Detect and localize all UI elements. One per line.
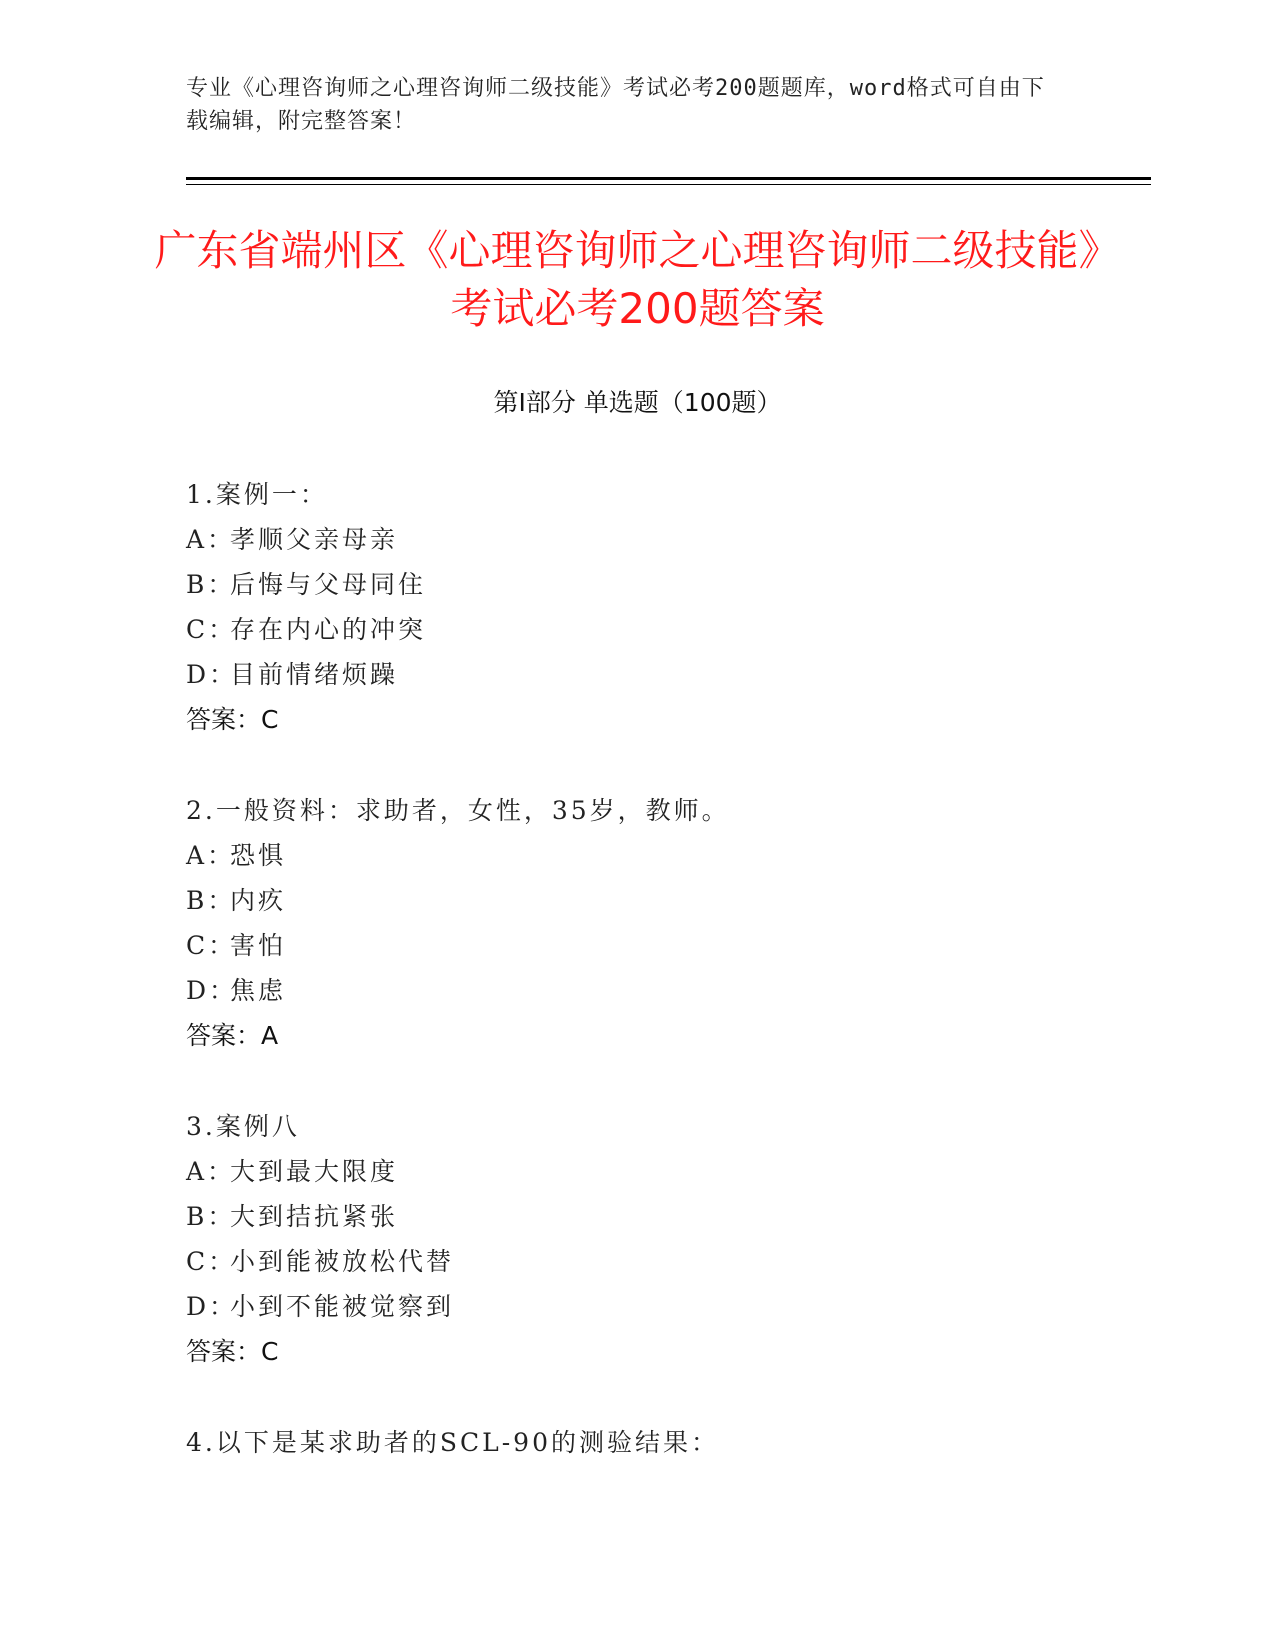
option-letter: C： <box>186 1247 237 1276</box>
option-c <box>186 923 1136 968</box>
option-letter: B： <box>186 1202 236 1231</box>
section-title: 第Ⅰ部分 单选题（100题） <box>493 388 782 417</box>
header-note: 专业《心理咨询师之心理咨询师二级技能》考试必考200题题库，word格式可自由下载编辑，附完整答案！ <box>186 76 1045 134</box>
question-3 <box>186 1104 1136 1374</box>
option-text: 害怕 <box>230 931 287 960</box>
option-text: 恐惧 <box>230 841 287 870</box>
answer-line: 答案：A <box>186 1021 279 1050</box>
option-text: 孝顺父亲母亲 <box>230 525 399 554</box>
question-list <box>186 472 1136 1511</box>
option-letter: A： <box>186 1157 236 1186</box>
header-divider-thick <box>186 177 1151 180</box>
option-b <box>186 878 1136 923</box>
option-letter: C： <box>186 615 237 644</box>
option-letter: D： <box>186 660 238 689</box>
question-2 <box>186 788 1136 1058</box>
option-a <box>186 833 1136 878</box>
option-letter: B： <box>186 886 236 915</box>
option-text: 焦虑 <box>230 976 287 1005</box>
question-stem: 3.案例八 <box>186 1112 300 1141</box>
question-1 <box>186 472 1136 742</box>
option-letter: C： <box>186 931 237 960</box>
question-stem: 4.以下是某求助者的SCL-90的测验结果： <box>186 1428 719 1457</box>
option-a <box>186 517 1136 562</box>
option-text: 后悔与父母同住 <box>230 570 427 599</box>
option-letter: A： <box>186 525 236 554</box>
option-text: 大到拮抗紧张 <box>230 1202 399 1231</box>
option-letter: D： <box>186 1292 238 1321</box>
document-title: 广东省端州区《心理咨询师之心理咨询师二级技能》考试必考200题答案 <box>154 226 1121 333</box>
option-text: 目前情绪烦躁 <box>230 660 399 689</box>
header-divider-thin <box>186 184 1151 185</box>
option-text: 存在内心的冲突 <box>230 615 427 644</box>
question-4 <box>186 1420 1136 1465</box>
option-c <box>186 607 1136 652</box>
option-d <box>186 1284 1136 1329</box>
option-text: 内疚 <box>230 886 287 915</box>
option-text: 大到最大限度 <box>230 1157 399 1186</box>
option-b <box>186 562 1136 607</box>
option-d <box>186 652 1136 697</box>
answer-line: 答案：C <box>186 705 279 734</box>
option-letter: D： <box>186 976 238 1005</box>
option-a <box>186 1149 1136 1194</box>
question-stem: 2.一般资料：求助者，女性，35岁，教师。 <box>186 796 730 825</box>
option-letter: A： <box>186 841 236 870</box>
option-text: 小到能被放松代替 <box>230 1247 455 1276</box>
option-b <box>186 1194 1136 1239</box>
answer-line: 答案：C <box>186 1337 279 1366</box>
option-d <box>186 968 1136 1013</box>
option-text: 小到不能被觉察到 <box>230 1292 455 1321</box>
option-letter: B： <box>186 570 236 599</box>
option-c <box>186 1239 1136 1284</box>
question-stem: 1.案例一： <box>186 480 328 509</box>
